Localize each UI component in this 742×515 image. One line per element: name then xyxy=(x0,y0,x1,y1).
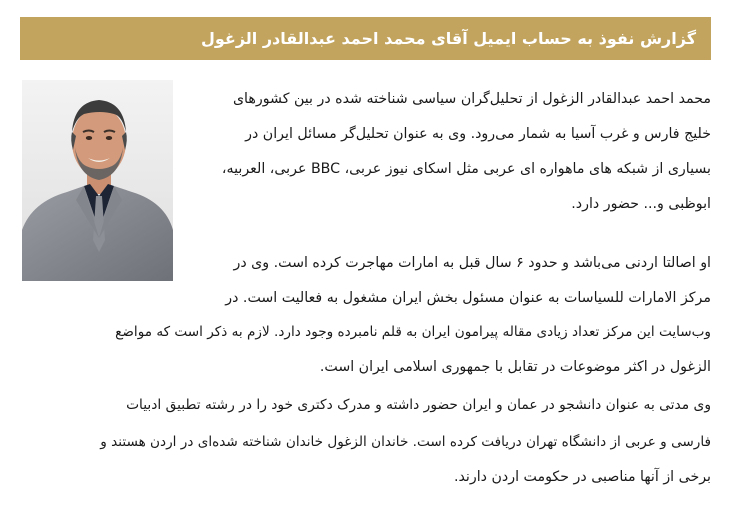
portrait-photo xyxy=(22,80,173,281)
paragraph-2-line-4: الزغول در اکثر موضوعات در تقابل با جمهوری اسلامی ایران است. xyxy=(319,359,711,375)
paragraph-1-line-2: خلیج فارس و غرب آسیا به شمار می‌رود. وی به عنوان تحلیل‌گر مسائل ایران در xyxy=(245,126,711,142)
paragraph-1-line-3: بسیاری از شبکه های ماهواره ای عربی مثل اسکای نیوز عربی، BBC عربی، العربیه، xyxy=(221,161,711,177)
paragraph-3-line-3: برخی از آنها مناصبی در حکومت اردن دارند. xyxy=(453,469,711,485)
paragraph-2-line-1: او اصالتا اردنی می‌باشد و حدود ۶ سال قبل به امارات مهاجرت کرده است. وی در xyxy=(233,255,711,271)
paragraph-3-line-1: وی مدتی به عنوان دانشجو در عمان و ایران حضور داشته و مدرک دکتری خود را در رشته تطبیق ادبیات xyxy=(126,397,711,413)
paragraph-1-line-4: ابوظبی و... حضور دارد. xyxy=(571,196,711,212)
paragraph-3-line-2: فارسی و عربی از دانشگاه تهران دریافت کرده است. خاندان الزغول خاندان شناخته شده‌ای در اردن هستند و xyxy=(100,434,711,450)
paragraph-2-line-3: وب‌سایت این مرکز تعداد زیادی مقاله پیرامون ایران به قلم نامبرده وجود دارد. لازم به ذکر است که مواضع xyxy=(115,324,711,340)
page-title: گزارش نفوذ به حساب ایمیل آقای محمد احمد عبدالقادر الزغول xyxy=(200,29,696,48)
paragraph-2-line-2: مرکز الامارات للسیاسات به عنوان مسئول بخش ایران مشغول به فعالیت است. در xyxy=(225,290,711,306)
paragraph-1-line-1: محمد احمد عبدالقادر الزغول از تحلیل‌گران سیاسی شناخته شده در بین کشورهای xyxy=(232,91,711,107)
person-image xyxy=(22,80,173,281)
header-banner xyxy=(20,17,711,60)
